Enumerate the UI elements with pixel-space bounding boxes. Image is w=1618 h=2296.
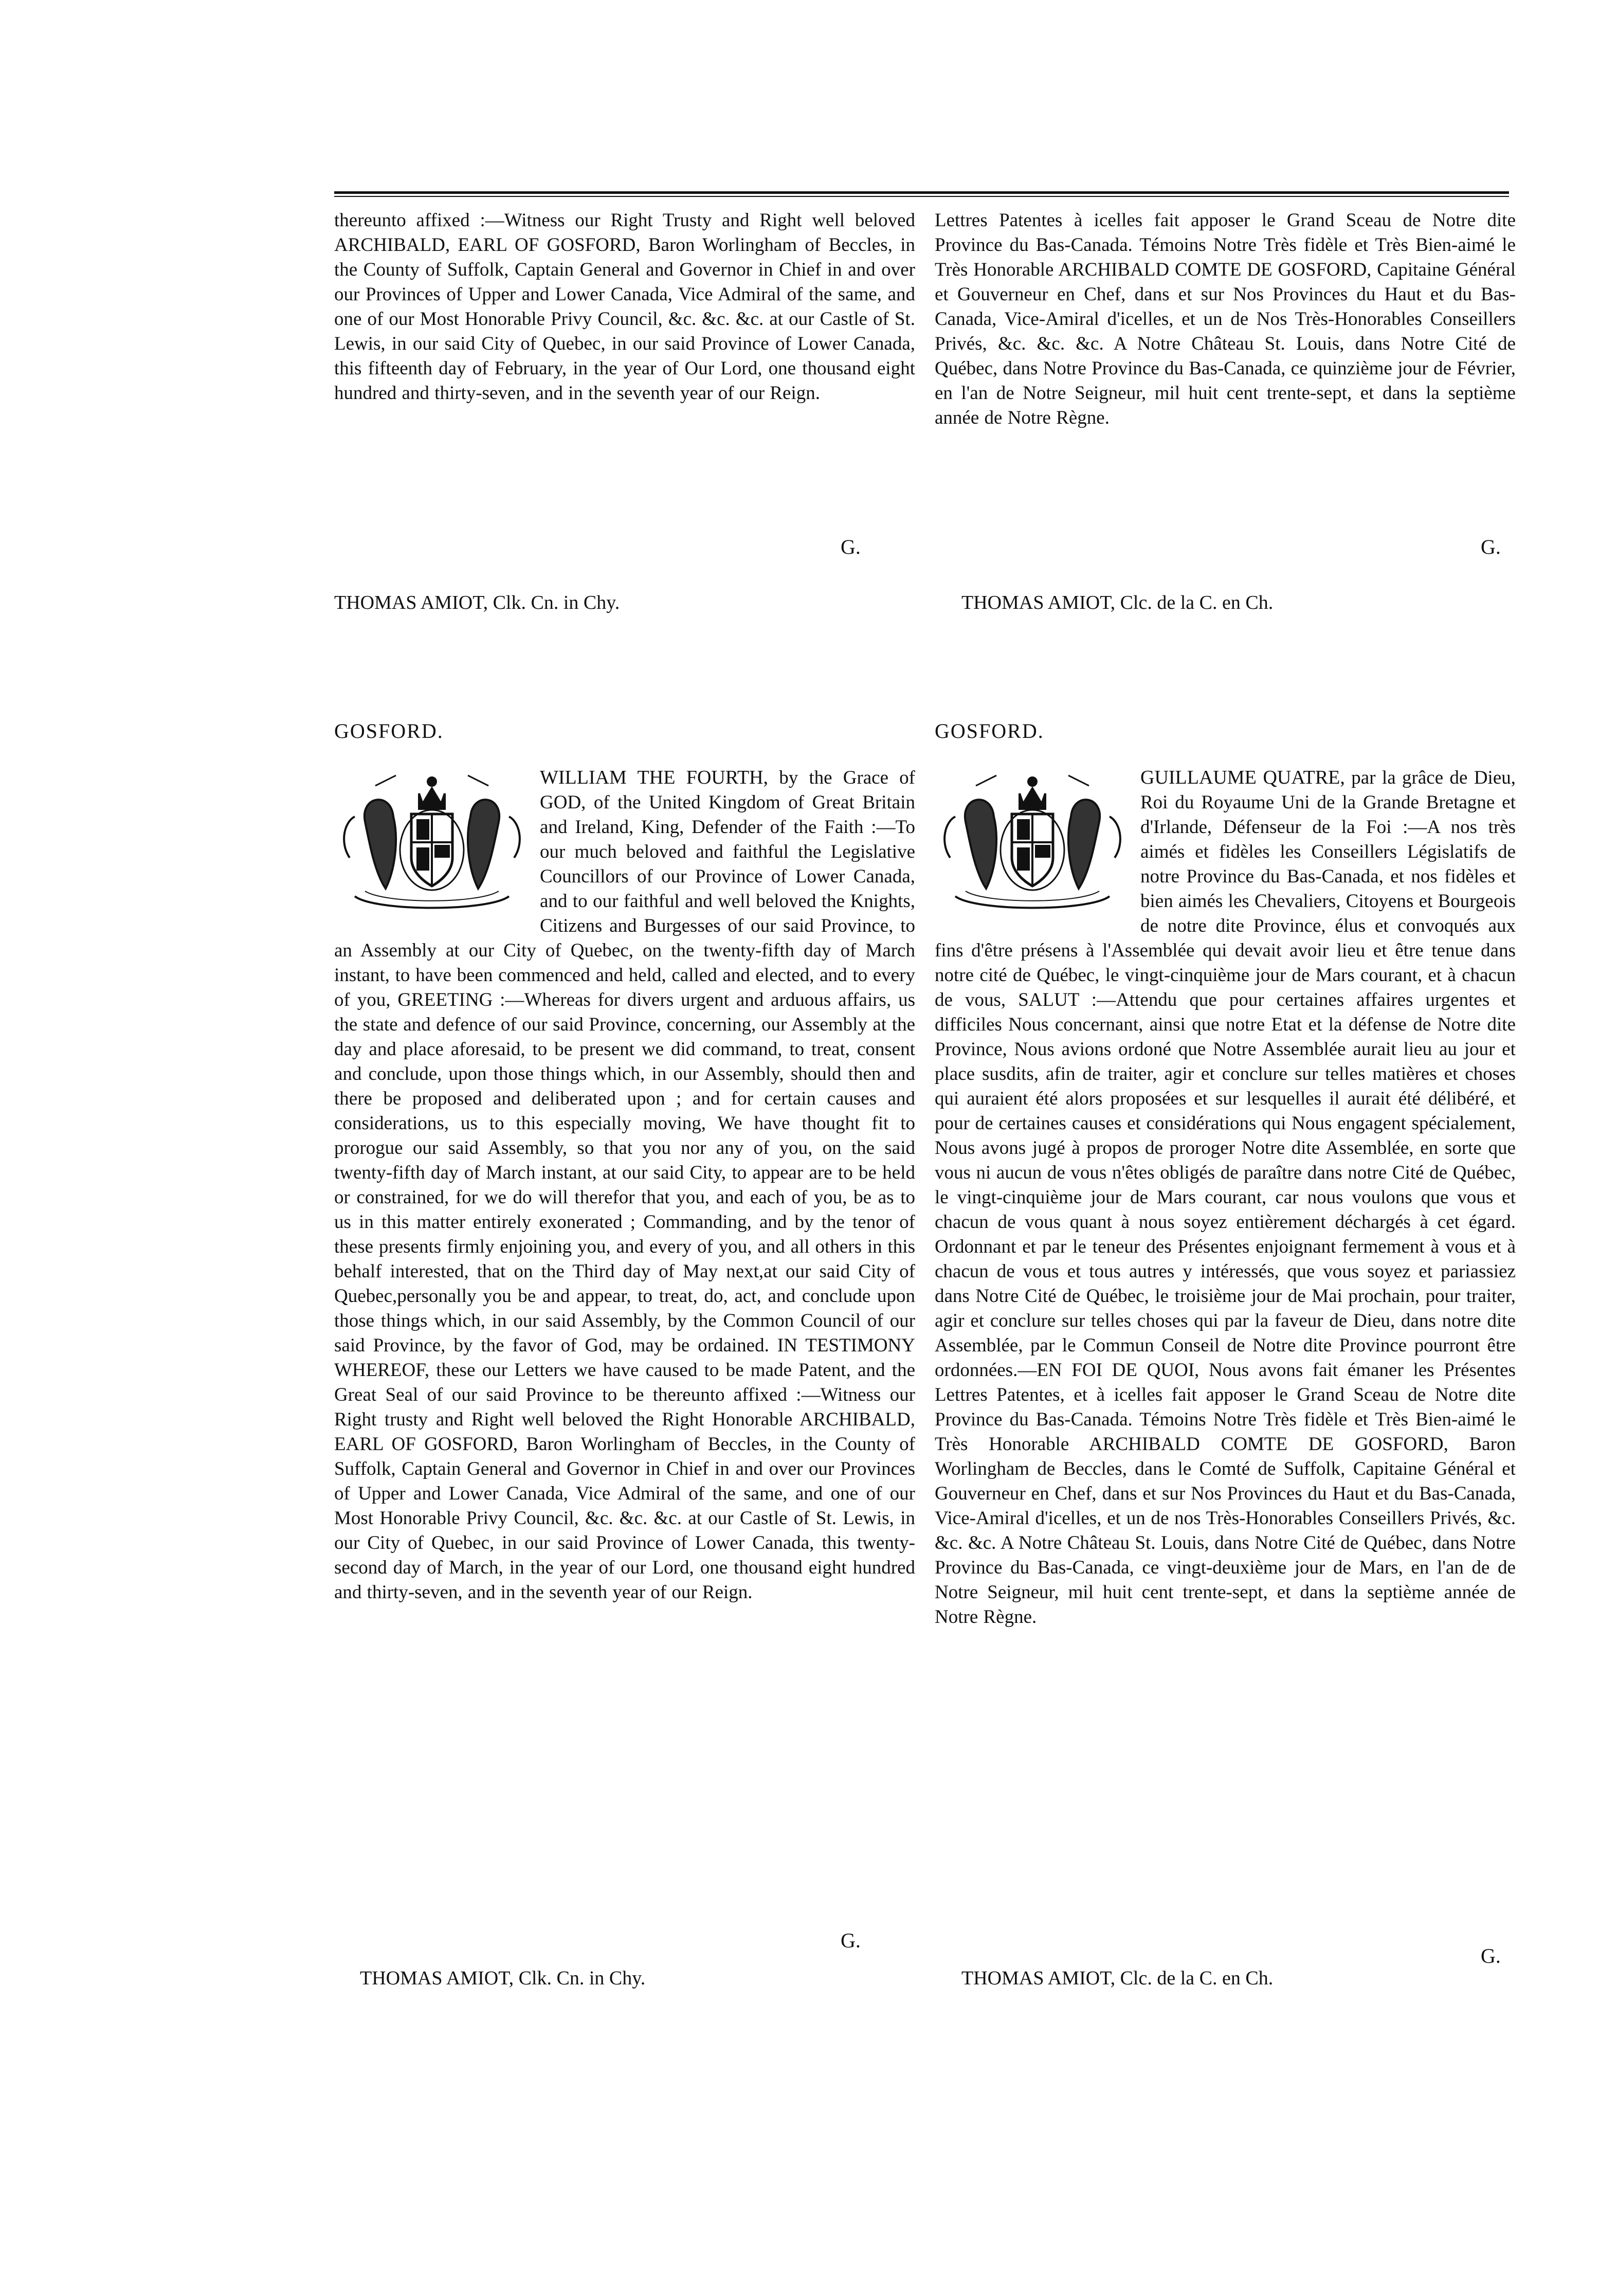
top-rule-thin <box>334 196 1509 197</box>
english-king-name: WILLIAM THE FOURTH, <box>540 767 769 788</box>
top-french-column <box>935 208 1516 430</box>
royal-arms-drawing <box>935 765 1130 919</box>
english-proclamation-heading: GOSFORD. <box>334 719 444 743</box>
royal-arms-drawing <box>334 765 530 919</box>
french-proclamation-initial: G. <box>1481 1944 1501 1967</box>
top-english-initial: G. <box>841 535 861 558</box>
english-proclamation-clerk: THOMAS AMIOT, Clk. Cn. in Chy. <box>360 1967 646 1989</box>
royal-coat-of-arms-icon <box>935 765 1130 919</box>
top-english-clerk: THOMAS AMIOT, Clk. Cn. in Chy. <box>334 592 620 613</box>
top-french-clerk: THOMAS AMIOT, Clc. de la C. en Ch. <box>961 592 1274 613</box>
top-english-text: thereunto affixed :—Witness our Right Trusty and Right well beloved ARCHIBALD, EARL OF GOSFORD, Baron Worlingham of Beccles, in the County of Suffolk, Captain General and Governor in Chief in and over our Provinces of Upper and Lower Canada, Vice Admiral of the same, and one of our Most Honorable Privy Council, &c. &c. &c. at our Castle of St. Lewis, in our said City of Quebec, in our said Province of Lower Canada, this fifteenth day of February, in the year of Our Lord, one thousand eight hundred and thirty-seven, and in the seventh year of our Reign. <box>334 210 915 404</box>
french-king-name: GUILLAUME QUATRE, <box>1140 767 1345 788</box>
royal-coat-of-arms-icon <box>334 765 530 919</box>
top-rule-thick <box>334 191 1509 194</box>
french-proclamation-clerk: THOMAS AMIOT, Clc. de la C. en Ch. <box>961 1967 1274 1989</box>
top-french-text: Lettres Patentes à icelles fait apposer le Grand Sceau de Notre dite Province du Bas-Canada. Témoins Notre Très fidèle et Très Bien-aimé le Très Honorable ARCHIBALD COMTE DE GOSFORD, Capitaine Général et Gouverneur en Chef, dans et sur Nos Provinces du Haut et du Bas-Canada, Vice-Amiral d'icelles, et un de Nos Très-Honorables Conseillers Privés, &c. &c. &c. A Notre Château St. Louis, dans Notre Cité de Québec, dans Notre Province du Bas-Canada, ce quinzième jour de Février, en l'an de Notre Seigneur, mil huit cent trente-sept, et dans la septième année de Notre Règne. <box>935 210 1516 428</box>
top-english-column <box>334 208 915 406</box>
english-proclamation-text: by the Grace of GOD, of the United Kingdom of Great Britain and Ireland, King, Defender of the Faith :—To our much beloved and faithful the Legislative Councillors of our Province of Lower Canada, and to our faithful and well beloved the Knights, Citizens and Burgesses of our said Province, to an Assembly at our City of Quebec, on the twenty-fifth day of March instant, to have been commenced and held, called and elected, and to every of you, GREETING :—Whereas for divers urgent and arduous affairs, us the state and defence of our said Province, concerning, our Assembly at the day and place aforesaid, to be present we did command, to treat, consent and conclude, upon those things which, in our Assembly, should then and there be proposed and deliberated upon ; and for certain causes and considerations, us to this especially moving, We have thought fit to prorogue our said Assembly, so that you nor any of you, on the said twenty-fifth day of March instant, at our said City, to appear are to be held or constrained, for we do will therefor that you, and each of you, be as to us in this matter entirely exonerated ; Commanding, and by the tenor of these presents firmly enjoining you, and every of you, and all others in this behalf interested, that on the Third day of May next,at our said City of Quebec,personally you be and appear, to treat, do, act, and conclude upon those things which, in our said Assembly, by the Common Council of our said Province, by the favor of God, may be ordained. IN TESTIMONY WHEREOF, these our Letters we have caused to be made Patent, and the Great Seal of our said Province to be thereunto affixed :—Witness our Right trusty and Right well beloved the Right Honorable ARCHIBALD, EARL OF GOSFORD, Baron Worlingham of Beccles, in the County of Suffolk, Captain General and Governor in Chief in and over our Provinces of Upper and Lower Canada, Vice Admiral of the same, and one of our Most Honorable Privy Council, &c. &c. &c. at our Castle of St. Lewis, in our City of Quebec, in our said Province of Lower Canada, this twenty-second day of March, in the year of our Lord, one thousand eight hundred and thirty-seven, and in the seventh year of our Reign. <box>334 767 916 1603</box>
english-proclamation-initial: G. <box>841 1929 861 1952</box>
french-proclamation-text: par la grâce de Dieu, Roi du Royaume Uni de la Grande Bretagne et d'Irlande, Défenseur de la Foi :—A nos très aimés et fidèles les Conseillers Législatifs de notre Province du Bas-Canada, et nos fidèles et bien aimés les Chevaliers, Citoyens et Bourgeois de notre dite Province, élus et convoqués aux fins d'être présens à l'Assemblée qui devait avoir lieu et être tenue dans notre cité de Québec, le vingt-cinquième jour de Mars courant, et à chacun de vous, SALUT :—Attendu que pour certaines affaires urgentes et difficiles Nous concernant, ainsi que notre Etat et la défense de Notre dite Province, Nous avions ordoné que Notre Assemblée aurait lieu au jour et place susdits, afin de traiter, agir et conclure sur telles matières et choses qui auraient été alors proposées et sur lesquelles il aurait été délibéré, et pour de certaines causes et considérations qui Nous engagent spécialement, Nous avons jugé à propos de proroger Notre dite Assemblée, en sorte que vous ni aucun de vous n'êtes obligés de paraître dans notre Cité de Québec, le vingt-cinquième jour de Mars courant, car nous voulons que vous et chacun de vous quant à nous soyez entièrement déchargés à cet égard. Ordonnant et par le teneur des Présentes enjoignant fermement à vous et à chacun de vous et tous autres y intéressés, que vous soyez et pariassiez dans Notre Cité de Québec, le troisième jour de Mai prochain, pour traiter, agir et conclure sur telles choses qui par la faveur de Dieu, dans notre dite Assemblée, par le Commun Conseil de Notre dite Province pourront être ordonnées.—EN FOI DE QUOI, Nous avons fait émaner les Présentes Lettres Patentes, et à icelles fait apposer le Grand Sceau de Notre dite Province du Bas-Canada. Témoins Notre Très fidèle et Très Bien-aimé le Très Honorable ARCHIBALD COMTE DE GOSFORD, Baron Worlingham de Beccles, dans le Comté de Suffolk, Capitaine Général et Gouverneur en Chef, dans et sur Nos Provinces du Haut et du Bas-Canada, Vice-Amiral d'icelles, et un de nos Très-Honorables Conseillers Privés, &c. &c. &c. A Notre Château St. Louis, dans Notre Cité de Québec, dans Notre Province du Bas-Canada, ce vingt-deuxième jour de Mars, en l'an de de Notre Seigneur, mil huit cent trente-sept, et dans la septième année de Notre Règne. <box>935 767 1516 1628</box>
french-proclamation-heading: GOSFORD. <box>935 719 1044 743</box>
top-french-initial: G. <box>1481 535 1501 558</box>
french-proclamation-column <box>935 765 1516 1630</box>
english-proclamation-column <box>334 765 915 1605</box>
